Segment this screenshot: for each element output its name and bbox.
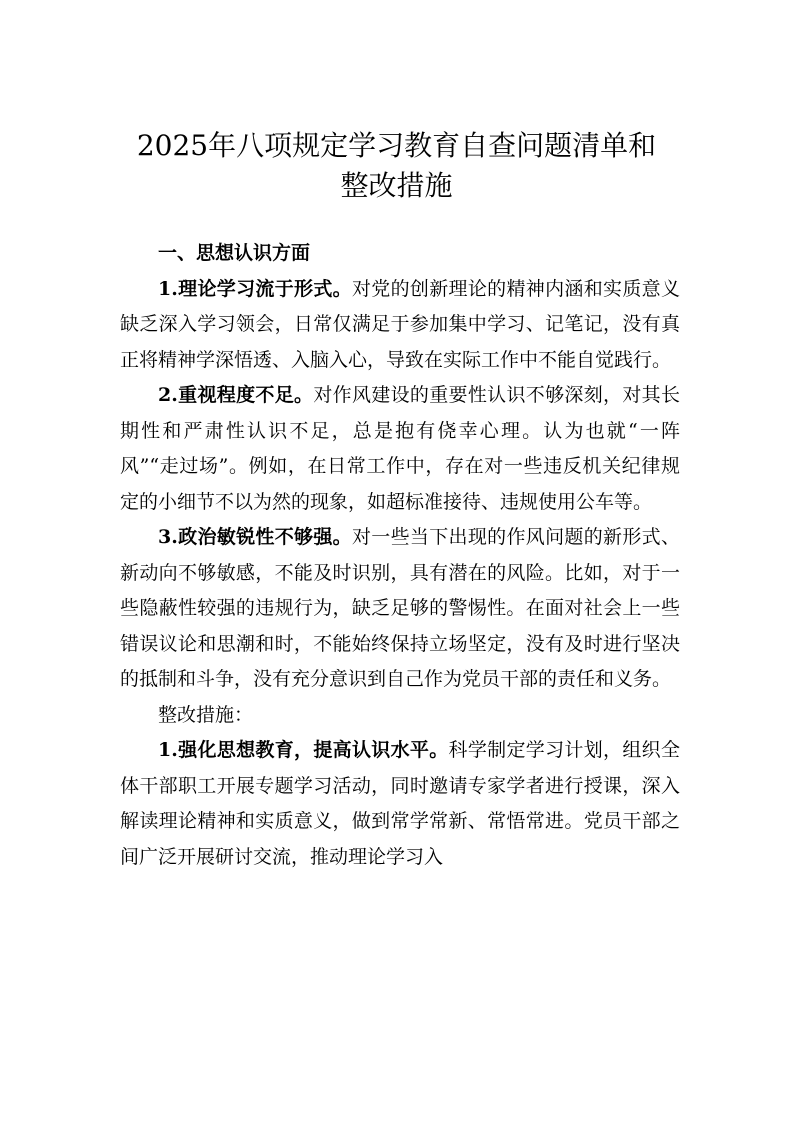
measure-lead-1: 1.强化思想教育，提高认识水平。 <box>158 739 449 761</box>
issue-text-3: 对一些当下出现的作风问题的新形式、新动向不够敏感，不能及时识别，具有潜在的风险。比如，对于一些隐蔽性较强的违规行为，缺乏足够的警惕性。在面对社会上一些错误议论和思潮和时，不能始终保持立场坚定，没有及时进行坚决的抵制和斗争，没有充分意识到自己作为党员干部的责任和义务。 <box>120 526 680 690</box>
issue-lead-2: 2.重视程度不足。 <box>158 384 314 406</box>
issue-text-2: 对作风建设的重要性认识不够深刻，对其长期性和严肃性认识不足，总是抱有侥幸心理。认为也就“一阵风”“走过场”。例如，在日常工作中，存在对一些违反机关纪律规定的小细节不以为然的现象，如超标准接待、违规使用公车等。 <box>120 384 680 513</box>
issue-lead-3: 3.政治敏锐性不够强。 <box>158 526 352 548</box>
issue-paragraph-3 <box>120 520 680 698</box>
issue-paragraph-1 <box>120 272 680 379</box>
measure-text-1: 科学制定学习计划，组织全体干部职工开展专题学习活动，同时邀请专家学者进行授课，深入解读理论精神和实质意义，做到常学常新、常悟常进。党员干部之间广泛开展研讨交流，推动理论学习入 <box>120 739 680 868</box>
issue-lead-1: 1.理论学习流于形式。 <box>158 277 352 300</box>
issue-text-1: 对党的创新理论的精神内涵和实质意义缺乏深入学习领会，日常仅满足于参加集中学习、记笔记，没有真正将精神学深悟透、入脑入心，导致在实际工作中不能自觉践行。 <box>120 277 680 371</box>
document-body <box>120 236 680 875</box>
title-line-2: 整改措施 <box>340 169 453 202</box>
document-title <box>100 126 693 206</box>
title-line-1: 2025年八项规定学习教育自查问题清单和 <box>136 129 657 162</box>
issue-paragraph-2 <box>120 378 680 520</box>
section-heading: 一、思想认识方面 <box>158 242 311 264</box>
measure-paragraph-1 <box>120 733 680 875</box>
measures-label: 整改措施： <box>158 703 254 726</box>
